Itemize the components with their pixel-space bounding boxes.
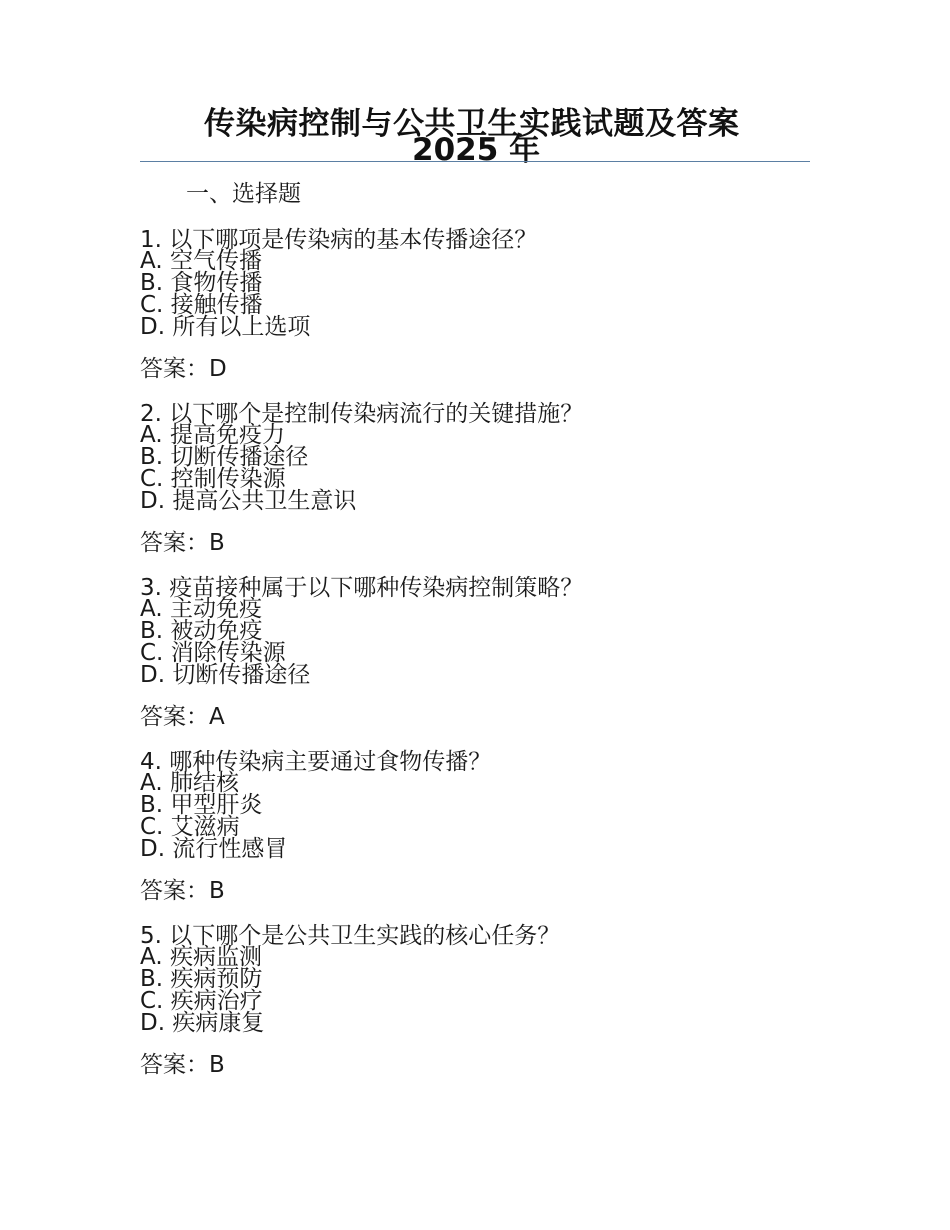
option-d: D. 疾病康复	[140, 1010, 265, 1036]
option-a: A. 提高免疫力	[140, 422, 285, 448]
option-d: D. 所有以上选项	[140, 314, 311, 340]
answer-line: 答案：B	[140, 878, 225, 904]
question-1	[140, 225, 820, 399]
option-b: B. 疾病预防	[140, 966, 263, 992]
option-a: A. 空气传播	[140, 248, 262, 274]
option-c: C. 艾滋病	[140, 814, 240, 840]
section-heading: 一、选择题	[186, 181, 301, 207]
title-line-2: 2025 年	[412, 132, 541, 168]
title-underline	[140, 161, 810, 162]
answer-line: 答案：B	[140, 1052, 225, 1078]
question-stem: 1. 以下哪项是传染病的基本传播途径？	[140, 227, 538, 253]
option-d: D. 提高公共卫生意识	[140, 488, 357, 514]
answer-line: 答案：A	[140, 704, 225, 730]
option-b: B. 被动免疫	[140, 618, 263, 644]
option-d: D. 切断传播途径	[140, 662, 311, 688]
question-2	[140, 399, 820, 573]
option-a: A. 疾病监测	[140, 944, 262, 970]
question-stem: 4. 哪种传染病主要通过食物传播？	[140, 749, 492, 775]
question-stem: 3. 疫苗接种属于以下哪种传染病控制策略？	[140, 575, 584, 601]
answer-line: 答案：B	[140, 530, 225, 556]
question-stem: 2. 以下哪个是控制传染病流行的关键措施？	[140, 401, 584, 427]
question-4	[140, 747, 820, 921]
option-c: C. 接触传播	[140, 292, 263, 318]
question-3	[140, 573, 820, 747]
option-a: A. 肺结核	[140, 770, 239, 796]
option-c: C. 疾病治疗	[140, 988, 263, 1014]
option-b: B. 食物传播	[140, 270, 263, 296]
option-b: B. 甲型肝炎	[140, 792, 263, 818]
option-a: A. 主动免疫	[140, 596, 262, 622]
document-title	[140, 104, 810, 168]
option-c: C. 控制传染源	[140, 466, 286, 492]
option-d: D. 流行性感冒	[140, 836, 288, 862]
question-stem: 5. 以下哪个是公共卫生实践的核心任务？	[140, 923, 561, 949]
option-b: B. 切断传播途径	[140, 444, 309, 470]
question-5	[140, 921, 820, 1095]
question-list	[140, 225, 820, 1095]
answer-line: 答案：D	[140, 356, 227, 382]
option-c: C. 消除传染源	[140, 640, 286, 666]
title-line-1: 传染病控制与公共卫生实践试题及答案	[204, 106, 740, 142]
